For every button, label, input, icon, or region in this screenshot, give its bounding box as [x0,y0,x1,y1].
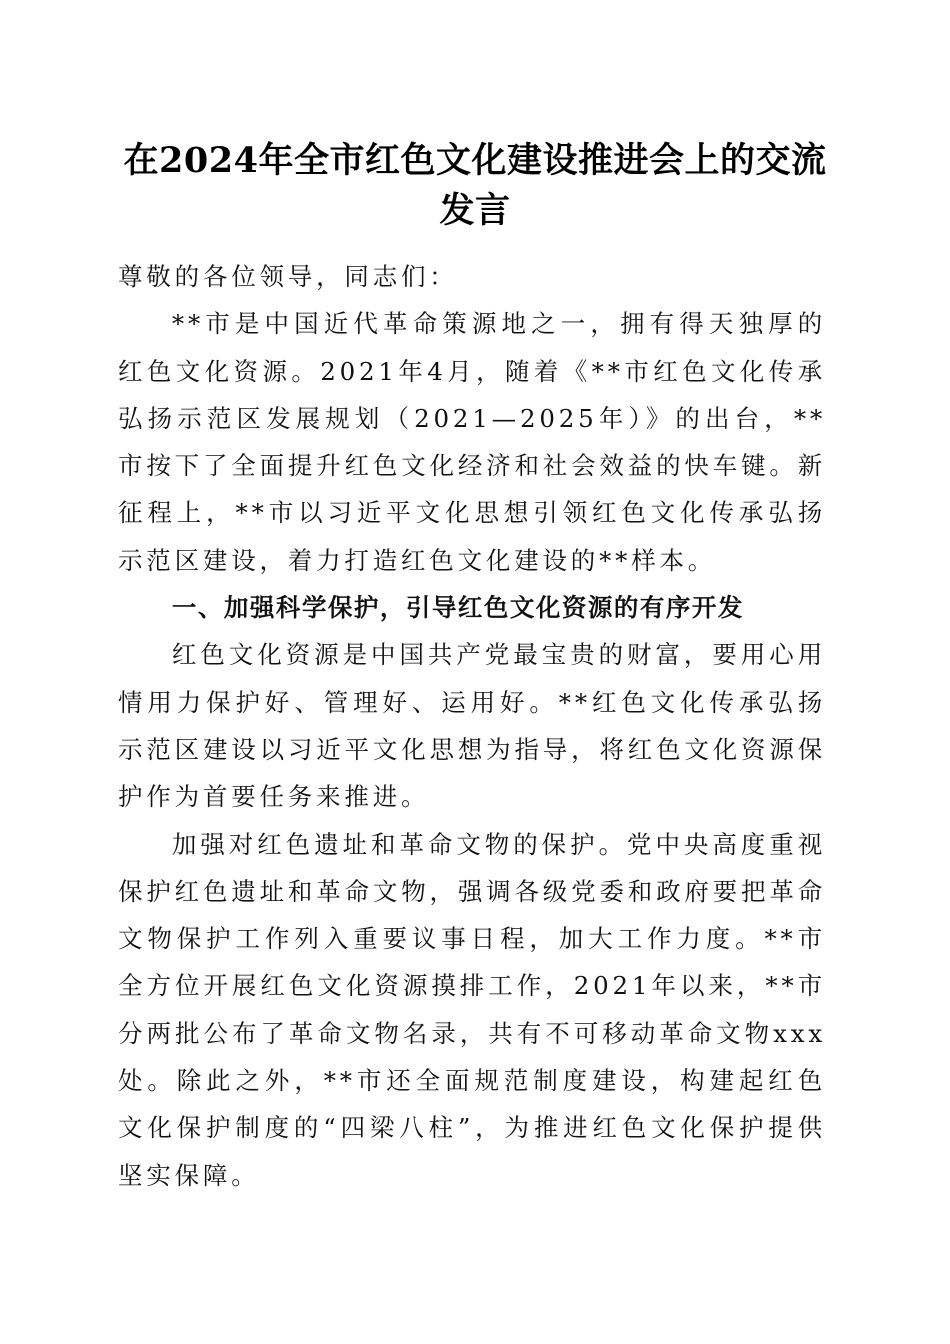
salutation: 尊敬的各位领导，同志们： [118,262,458,291]
section1-paragraph-1: 红色文化资源是中国共产党最宝贵的财富，要用心用情用力保护好、管理好、运用好。**红色文化传承弘扬示范区建设以习近平文化思想为指导，将红色文化资源保护作为首要任务来推进。 [118,640,826,812]
document-title: 在2024年全市红色文化建设推进会上的交流发言 [123,140,827,231]
section-heading-1: 一、加强科学保护，引导红色文化资源的有序开发 [171,593,744,623]
intro-paragraph: **市是中国近代革命策源地之一，拥有得天独厚的红色文化资源。2021年4月，随着《**市红色文化传承弘扬示范区发展规划（2021—2025年）》的出台，**市按下了全面提升红色文化经济和社会效益的快车键。新征程上，**市以习近平文化思想引领红色文化传承弘扬示范区建设，着力打造红色文化建设的**样本。 [118,309,826,575]
section1-paragraph-2: 加强对红色遗址和革命文物的保护。党中央高度重视保护红色遗址和革命文物，强调各级党委和政府要把革命文物保护工作列入重要议事日程，加大工作力度。**市全方位开展红色文化资源摸排工作，2021年以来，**市分两批公布了革命文物名录，共有不可移动革命文物xxx处。除此之外，**市还全面规范制度建设，构建起红色文化保护制度的“四梁八柱”，为推进红色文化保护提供坚实保障。 [118,829,826,1190]
document-body [118,253,826,1199]
